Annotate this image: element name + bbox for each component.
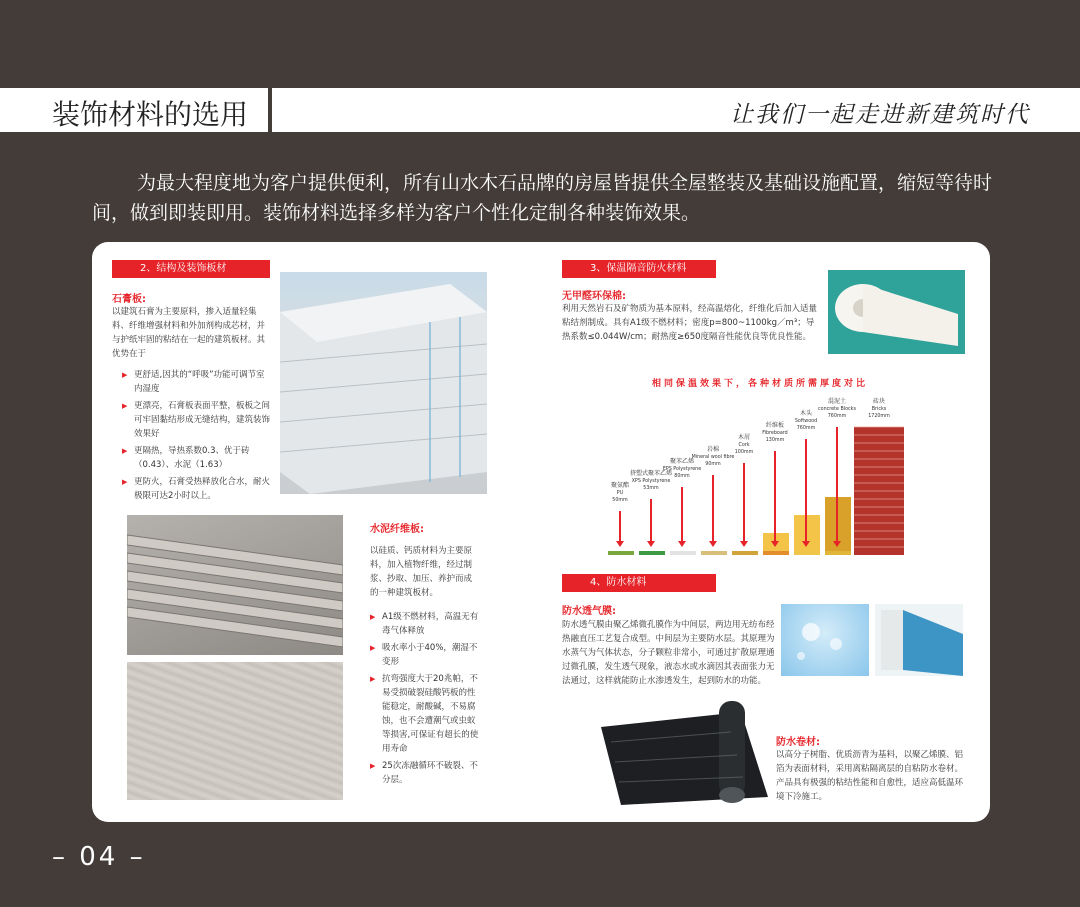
category-label: Mineral wool fibre <box>691 455 735 460</box>
category-label: 90mm <box>705 462 721 467</box>
roll-title: 防水卷材: <box>776 737 820 748</box>
category-label: 100mm <box>734 450 754 455</box>
membrane-roll-image <box>875 604 963 676</box>
material-strip <box>670 551 696 555</box>
category-label: 木屑 <box>737 434 751 441</box>
category-label: 挤塑式聚苯乙烯 <box>629 470 673 477</box>
gypsum-desc: 以建筑石膏为主要原料，掺入适量轻集料、纤维增强材料和外加剂构成芯材，并与护纸牢固的粘结在一起的建筑板材。其优势在于 <box>112 307 266 359</box>
list-item: ▶ 更防火，石膏受热释放化合水，耐火极限可达2小时以上。 <box>122 475 272 503</box>
category-label: Cork <box>738 443 750 448</box>
category-label: 混泥土 <box>827 398 847 405</box>
category-label: EPS Polystyrene <box>662 467 702 472</box>
arrow-head <box>647 541 655 547</box>
category-label: 聚氨酯 <box>610 482 630 489</box>
category-label: concrete Blocks <box>818 407 856 412</box>
category-label: 80mm <box>674 474 690 479</box>
section-tag-waterproof: 4、防水材料 <box>562 574 716 592</box>
category-label: 砖块 <box>872 398 886 405</box>
category-label: 聚苯乙烯 <box>669 458 695 465</box>
cotton-title: 无甲醛环保棉: <box>562 291 626 302</box>
cement-board-bullets <box>370 610 482 790</box>
list-item: ▶ 25次冻融循环不破裂、不分层。 <box>370 759 482 787</box>
category-label: 岩棉 <box>706 446 720 453</box>
material-strip <box>701 551 727 555</box>
roll-desc: 以高分子树脂、优质沥青为基料，以聚乙烯膜、铝箔为表面材料，采用离粘隔离层的自粘防水卷材。产品具有极强的粘结性能和自愈性，适应高低温环境下冷施工。 <box>776 750 964 802</box>
cement-board-stack-image <box>127 515 343 655</box>
waterproof-roll-image <box>601 697 768 807</box>
category-label: Softwood <box>794 419 818 424</box>
category-label: 木头 <box>799 410 813 417</box>
cement-board-texture-image <box>127 662 343 800</box>
intro-paragraph: 为最大程度地为客户提供便利，所有山水木石品牌的房屋皆提供全屋整装及基础设施配置，缩短等待时间，做到即装即用。装饰材料选择多样为客户个性化定制各种装饰效果。 <box>92 172 993 224</box>
category-label: PU <box>616 491 624 496</box>
material-strip <box>639 551 665 555</box>
slogan: 让我们一起走进新建筑时代 <box>730 102 1030 128</box>
category-label: 760mm <box>796 426 816 431</box>
list-item: ▶ 更隔热，导热系数0.3、优于砖（0.43）、水泥（1.63） <box>122 444 272 472</box>
category-label: 130mm <box>765 438 785 443</box>
page-title: 装饰材料的选用 <box>52 98 249 131</box>
chart-title: 相同保温效果下，各种材质所需厚度对比 <box>651 379 868 389</box>
arrow-head <box>740 541 748 547</box>
gypsum-board-image <box>280 272 487 494</box>
list-item: ▶ 抗弯强度大于20兆帕，不易受损破裂硅酸钙板的性能稳定，耐酸碱，不易腐蚀，也不会遭潮气或虫蚁等损害,可保证有超长的使用寿命 <box>370 672 482 756</box>
category-label: Bricks <box>871 407 887 412</box>
thickness-chart <box>598 390 918 560</box>
material-strip <box>608 551 634 555</box>
list-item: ▶ 吸水率小于40%，潮湿不变形 <box>370 641 482 669</box>
list-item: ▶ A1级不燃材料，高温无有毒气体释放 <box>370 610 482 638</box>
category-label: 50mm <box>612 498 628 503</box>
material-strip <box>794 551 820 555</box>
membrane-desc: 防水透气膜由聚乙烯微孔膜作为中间层，两边用无纺布经热融直压工艺复合成型。中间层为主要防水层。其原理为水蒸气为气体状态，分子颗粒非常小，可通过扩散原理通过微孔膜，发生透气现象，液态水或水滴因其表面张力无法通过，这样就能防止水渗透发生，起到防水的功能。 <box>562 620 775 686</box>
category-label: 760mm <box>827 414 847 419</box>
category-label: Fibreboard <box>762 431 788 436</box>
category-label: 53mm <box>643 486 659 491</box>
material-strip <box>732 551 758 555</box>
membrane-droplets-image <box>781 604 869 676</box>
membrane-title: 防水透气膜: <box>562 606 616 617</box>
cement-board-title: 水泥纤维板: <box>370 524 424 535</box>
material-strip <box>825 551 851 555</box>
cement-board-desc: 以硅质、钙质材料为主要原料，加入植物纤维，经过制浆、抄取、加压、养护而成的一种建筑板材。 <box>370 546 473 598</box>
gypsum-bullets <box>122 368 272 506</box>
page-number: – 04 – <box>52 842 146 872</box>
category-label: 纤维板 <box>765 422 785 429</box>
cotton-desc: 利用天然岩石及矿物质为基本原料，经高温熔化，纤维化后加入适量粘结剂制成。具有A1级不燃材料；密度p=800~1100kg／m³；导热系数≤0.044W/cm；耐热度≥650度隔音性能优良等优良性能。 <box>562 304 818 342</box>
insulation-cotton-image <box>828 270 965 354</box>
section-tag-structure: 2、结构及装饰板材 <box>112 260 270 278</box>
arrow-head <box>616 541 624 547</box>
category-label: XPS Polystyrene <box>631 479 671 484</box>
arrow-head <box>678 541 686 547</box>
section-tag-insulation: 3、保温隔音防火材料 <box>562 260 716 278</box>
list-item: ▶ 更漂亮，石膏板表面平整，板板之间可牢固黏结形成无缝结构，建筑装饰效果好 <box>122 399 272 441</box>
arrow-head <box>709 541 717 547</box>
list-item: ▶ 更舒适,因其的“呼吸”功能可调节室内湿度 <box>122 368 272 396</box>
material-strip <box>763 551 789 555</box>
category-label: 1720mm <box>868 414 890 419</box>
gypsum-title: 石膏板: <box>112 294 146 305</box>
